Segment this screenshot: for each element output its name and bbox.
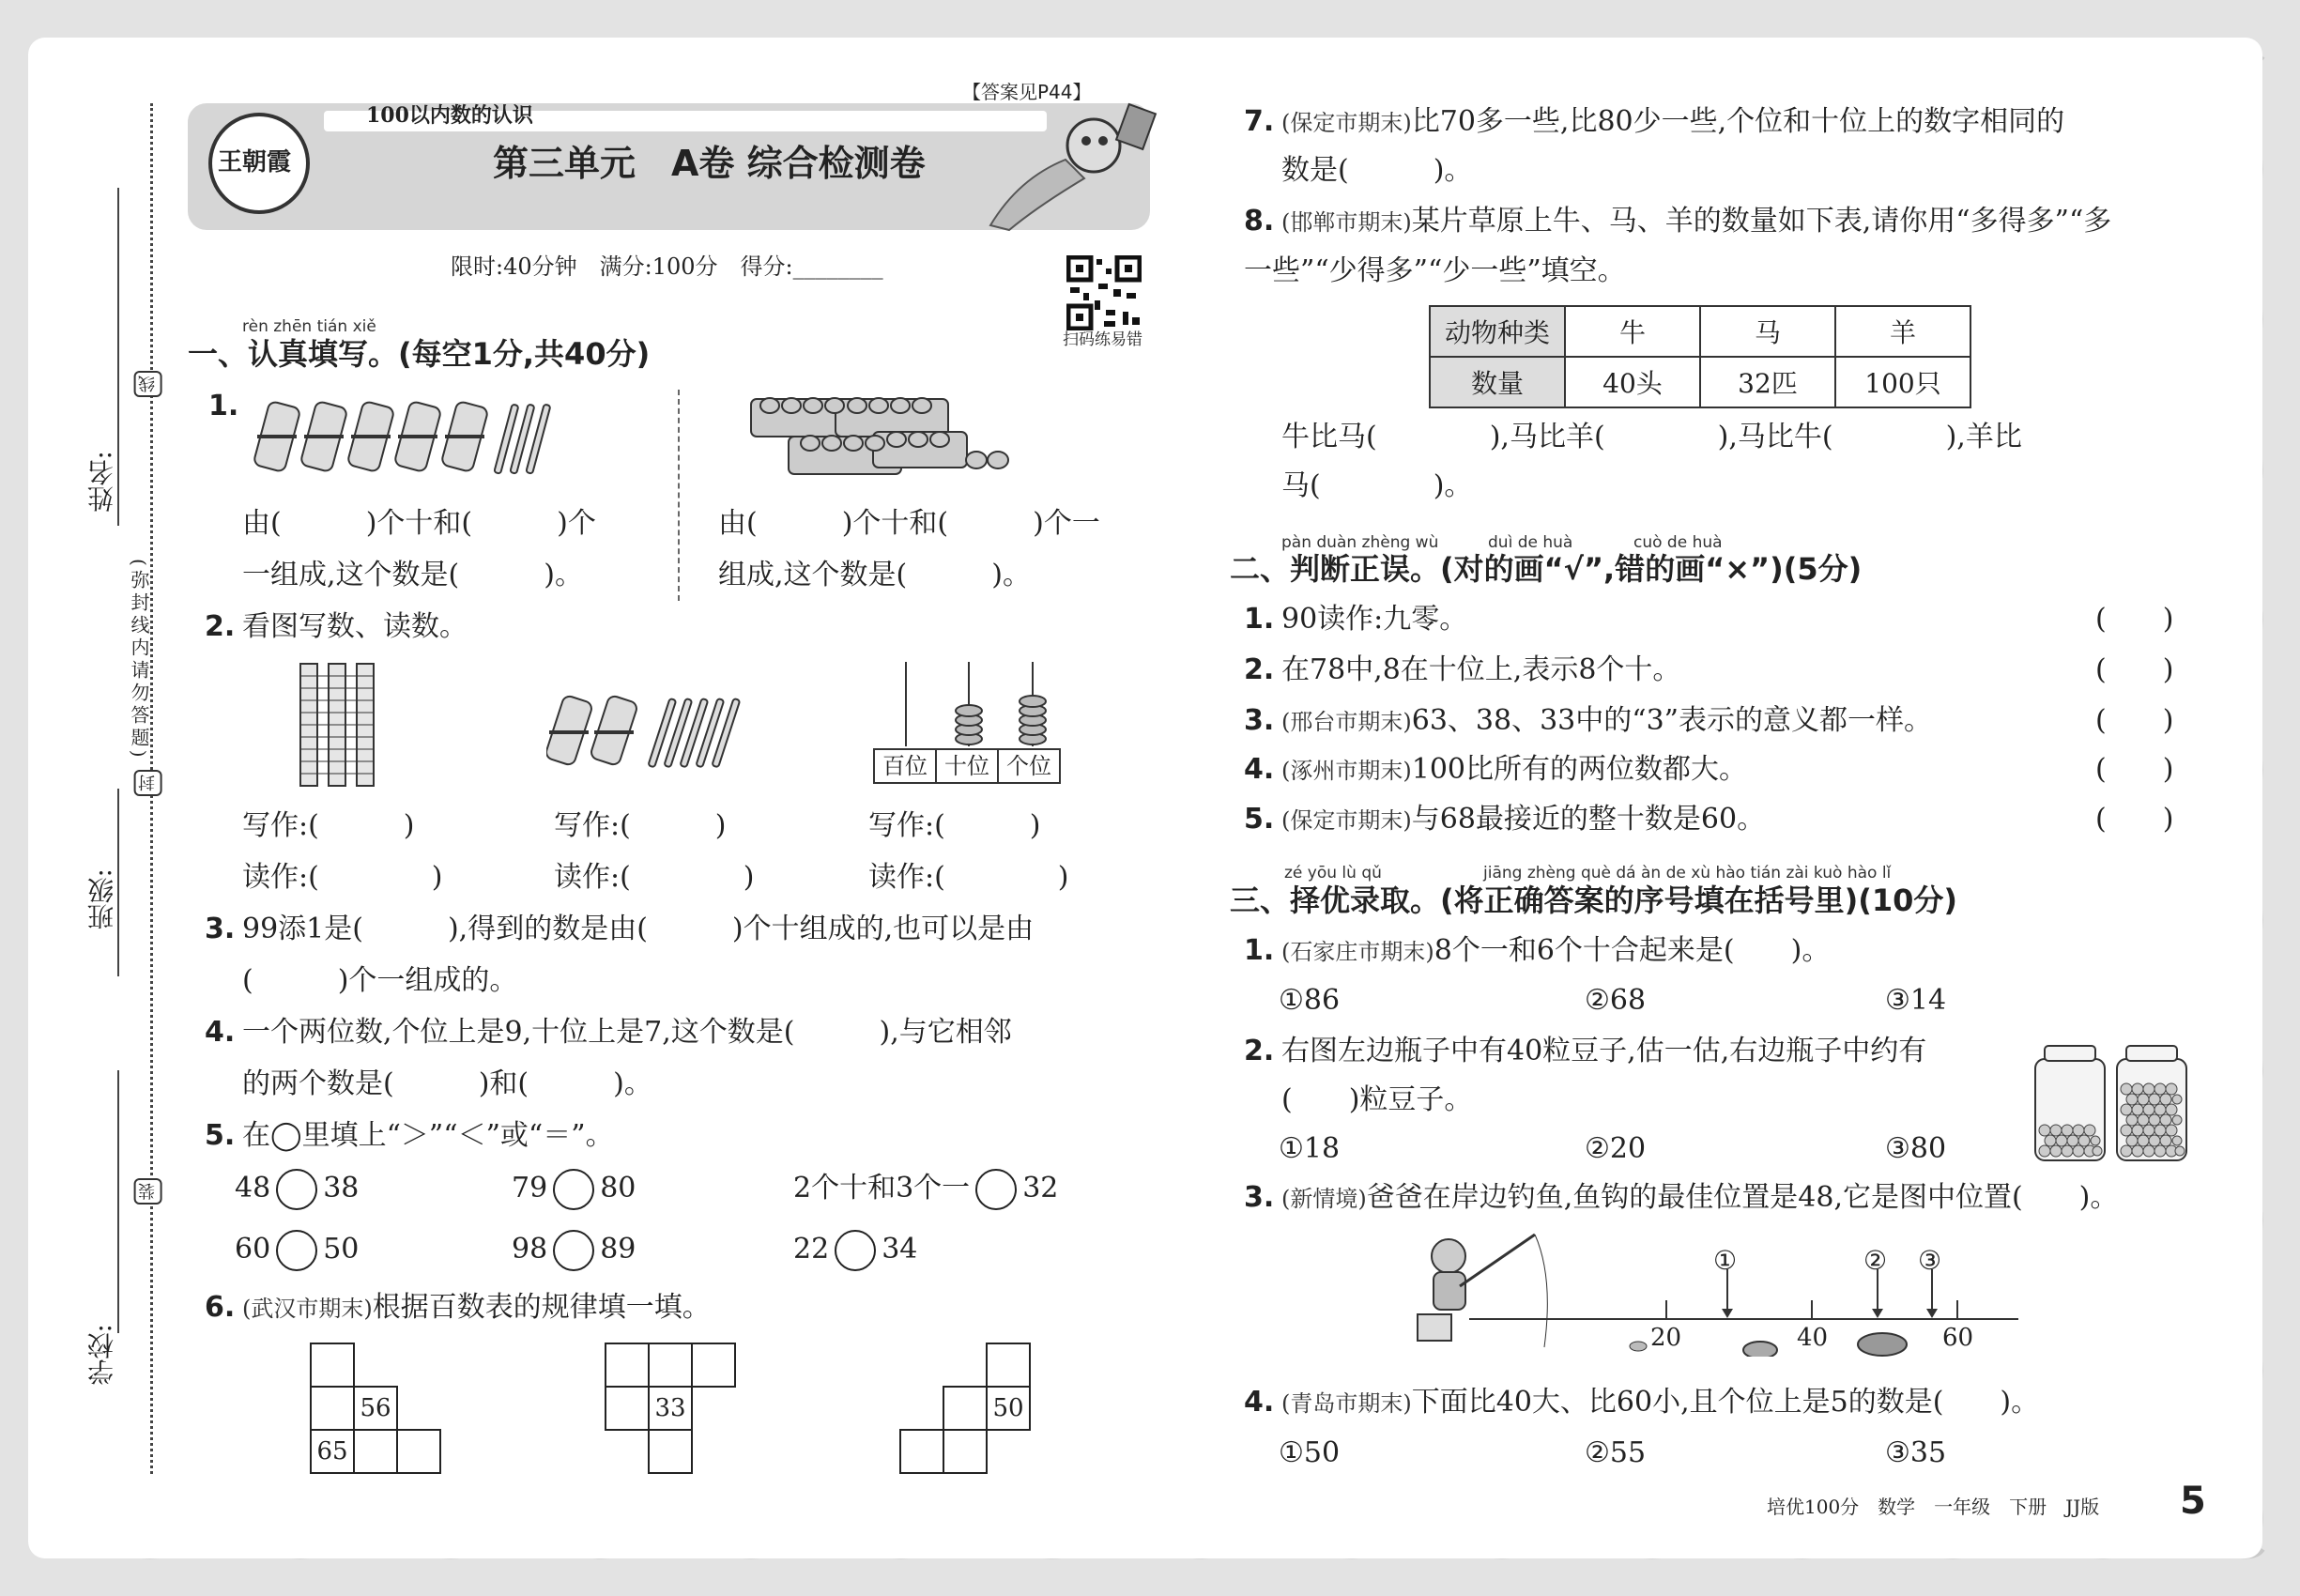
sec2-pinyin-3: cuò de huà (1633, 533, 1723, 552)
compare-left: 60 (235, 1233, 271, 1266)
cell-given: 33 (649, 1387, 692, 1430)
qr-code-icon[interactable] (1066, 255, 1142, 330)
cell-given: 56 (354, 1387, 397, 1430)
tens-rods-icon (299, 662, 383, 789)
cell-given: 65 (311, 1430, 354, 1473)
cell[interactable] (943, 1430, 987, 1473)
q4-number: 4. (205, 1016, 236, 1049)
choice-2-number: 2. (1244, 1035, 1275, 1067)
sec3-pinyin-2: jiāng zhèng què dá àn de xù hào tián zài kuò hào lǐ (1483, 864, 1892, 882)
cell[interactable] (311, 1343, 354, 1387)
cell[interactable] (397, 1430, 440, 1473)
cell[interactable] (943, 1387, 987, 1430)
judge-4-text (1281, 753, 1747, 787)
cell[interactable] (987, 1343, 1030, 1387)
tick-label-60: 60 (1942, 1324, 1974, 1352)
judge-1-answer[interactable]: ( ) (2095, 603, 2174, 636)
q2-read-3: 读作:( ) (868, 861, 1069, 894)
table-header: 动物种类 (1430, 306, 1565, 357)
q2-write-1: 写作:( ) (242, 809, 415, 842)
choice-1-prompt: 8个一和6个十合起来是( )。 (1434, 934, 1831, 967)
abacus-icon (873, 657, 1066, 751)
choice-4-text (1281, 1386, 2039, 1420)
judge-3-text (1281, 704, 1932, 738)
judge-5-source: (保定市期末) (1281, 807, 1412, 834)
seal-warning: (弥封线内请勿答题) (128, 559, 150, 761)
compare-item-5 (512, 1230, 636, 1271)
q8-answer-line2: 马( )。 (1281, 469, 1473, 502)
cell[interactable] (606, 1387, 649, 1430)
q1-left-line1: 由( )个十和( )个 (242, 507, 596, 540)
q6-text (242, 1291, 711, 1325)
position-mark-2: ② (1863, 1245, 1888, 1276)
compare-left: 98 (512, 1233, 548, 1266)
compare-circle[interactable] (276, 1230, 317, 1271)
hundred-chart-fragment-1 (310, 1343, 441, 1474)
cell[interactable] (649, 1343, 692, 1387)
q8-text: 某片草原上牛、马、羊的数量如下表,请你用“多得多”“多 (1411, 205, 2112, 238)
position-mark-3: ③ (1918, 1245, 1942, 1276)
choice-2-line1: 右图左边瓶子中有40粒豆子,估一估,右边瓶子中约有 (1281, 1035, 1927, 1067)
q7-text: 比70多一些,比80少一些,个位和十位上的数字相同的 (1411, 105, 2065, 138)
school-underline (117, 1070, 119, 1333)
bind-mark: 装 (134, 1178, 162, 1205)
q3-number: 3. (205, 913, 236, 945)
judge-2-answer[interactable]: ( ) (2095, 653, 2174, 686)
choice-1-number: 1. (1244, 934, 1275, 967)
logo-seal (208, 113, 310, 214)
compare-left: 79 (512, 1172, 548, 1205)
judge-4-source: (涿州市期末) (1281, 758, 1412, 784)
q6-number: 6. (205, 1291, 236, 1324)
q7-source: (保定市期末) (1281, 110, 1412, 136)
q1-number: 1. (208, 390, 239, 422)
q6-source: (武汉市期末) (242, 1296, 373, 1322)
stick-bundles-icon (252, 394, 557, 488)
q4-line2: 的两个数是( )和( )。 (242, 1067, 652, 1100)
compare-left: 2个十和3个一 (793, 1172, 971, 1205)
sec2-pinyin-2: duì de huà (1488, 533, 1573, 552)
q3-line2: ( )个一组成的。 (242, 964, 518, 997)
sec2-title: 二、判断正误。(对的画“√”,错的画“×”)(5分) (1230, 551, 1863, 587)
table-cell: 32匹 (1700, 357, 1835, 407)
hundred-chart-fragment-2 (605, 1343, 736, 1474)
bundles-and-sticks-icon (546, 690, 744, 779)
answer-reference: 【答案见P44】 (962, 81, 1092, 103)
compare-circle[interactable] (835, 1230, 876, 1271)
logo-text: 王朝霞 (218, 148, 292, 176)
q3-line1: 99添1是( ),得到的数是由( )个十组成的,也可以是由 (242, 913, 1035, 945)
choice-3-source: (新情境) (1281, 1186, 1367, 1212)
q7-line1 (1281, 105, 2064, 139)
compare-circle[interactable] (553, 1169, 594, 1210)
judge-2-number: 2. (1244, 653, 1275, 686)
page-title: 第三单元 A卷 综合检测卷 (493, 143, 926, 184)
choice-2-option-b[interactable]: ②20 (1585, 1132, 1647, 1165)
q5-number: 5. (205, 1119, 236, 1152)
judge-3-answer[interactable]: ( ) (2095, 704, 2174, 737)
rocket-mascot-icon (981, 94, 1164, 235)
judge-5-statement: 与68最接近的整十数是60。 (1411, 803, 1766, 836)
sec2-pinyin-1: pàn duàn zhèng wù (1281, 533, 1439, 552)
judge-4-statement: 100比所有的两位数都大。 (1411, 753, 1747, 786)
unit-subtitle: 100以内数的认识 (366, 103, 533, 128)
hundred-chart-fragment-3 (899, 1343, 1031, 1474)
compare-item-6 (793, 1230, 917, 1271)
q1-left-line2: 一组成,这个数是( )。 (242, 559, 583, 591)
q8-line2: 一些”“少得多”“少一些”填空。 (1244, 254, 1626, 287)
table-header: 牛 (1565, 306, 1700, 357)
table-header: 羊 (1835, 306, 1970, 357)
table-header: 马 (1700, 306, 1835, 357)
judge-5-text (1281, 803, 1765, 836)
exam-meta: 限时:40分钟 满分:100分 得分:________ (451, 253, 883, 280)
sec3-title: 三、择优录取。(将正确答案的序号填在括号里)(10分) (1230, 882, 1958, 918)
name-label: 姓名: (86, 451, 117, 513)
place-ones: 个位 (1006, 753, 1051, 779)
choice-2-option-a[interactable]: ①18 (1279, 1132, 1341, 1165)
choice-1-source: (石家庄市期末) (1281, 939, 1434, 965)
compare-circle[interactable] (975, 1169, 1017, 1210)
q2-write-2: 写作:( ) (554, 809, 727, 842)
cell[interactable] (311, 1387, 354, 1430)
compare-right: 89 (600, 1233, 636, 1266)
cell[interactable] (354, 1430, 397, 1473)
table-cell: 数量 (1430, 357, 1565, 407)
choice-4-option-b[interactable]: ②55 (1585, 1436, 1647, 1469)
animal-count-table (1429, 305, 1971, 408)
choice-4-number: 4. (1244, 1386, 1275, 1419)
q4-line1: 一个两位数,个位上是9,十位上是7,这个数是( ),与它相邻 (242, 1016, 1012, 1049)
table-cell: 40头 (1565, 357, 1700, 407)
table-cell: 100只 (1835, 357, 1970, 407)
judge-3-statement: 63、38、33中的“3”表示的意义都一样。 (1411, 704, 1933, 737)
compare-right: 38 (323, 1172, 360, 1205)
sec1-title: 一、认真填写。(每空1分,共40分) (188, 336, 651, 372)
q8-number: 8. (1244, 205, 1275, 238)
compare-circle[interactable] (553, 1230, 594, 1271)
compare-right: 32 (1022, 1172, 1059, 1205)
q1-divider (678, 390, 680, 601)
compare-right: 80 (600, 1172, 636, 1205)
egg-trays-icon (746, 385, 1014, 488)
choice-4-option-a[interactable]: ①50 (1279, 1436, 1341, 1469)
judge-2-text: 在78中,8在十位上,表示8个十。 (1281, 653, 1681, 686)
sec3-pinyin-1: zé yōu lù qǔ (1284, 864, 1382, 882)
cell[interactable] (692, 1343, 735, 1387)
seal-mark: 封 (134, 770, 162, 796)
cell[interactable] (606, 1343, 649, 1387)
cell[interactable] (900, 1430, 943, 1473)
bean-jars-icon (2028, 1042, 2197, 1164)
footer-text: 培优100分 数学 一年级 下册 JJ版 (1767, 1496, 2100, 1518)
class-label: 班级: (86, 868, 117, 930)
cell-given: 50 (987, 1387, 1030, 1430)
page-number: 5 (2180, 1480, 2206, 1523)
q1-right-line1: 由( )个十和( )个一 (718, 507, 1100, 540)
place-tens: 十位 (937, 750, 999, 782)
q8-source: (邯郸市期末) (1281, 209, 1412, 236)
q8-line1 (1281, 205, 2111, 238)
q2-read-2: 读作:( ) (554, 861, 755, 894)
compare-item-1 (235, 1169, 359, 1210)
choice-3-prompt: 爸爸在岸边钓鱼,鱼钩的最佳位置是48,它是图中位置( )。 (1366, 1181, 2119, 1214)
q5-text: 在◯里填上“＞”“＜”或“＝”。 (242, 1119, 614, 1152)
q7-number: 7. (1244, 105, 1275, 138)
compare-item-2 (512, 1169, 636, 1210)
tick-label-20: 20 (1650, 1324, 1682, 1352)
choice-4-source: (青岛市期末) (1281, 1390, 1412, 1417)
choice-3-text (1281, 1181, 2118, 1215)
tick-label-40: 40 (1797, 1324, 1829, 1352)
judge-1-number: 1. (1244, 603, 1275, 636)
choice-4-prompt: 下面比40大、比60小,且个位上是5的数是( )。 (1411, 1386, 2040, 1419)
q7-line2: 数是( )。 (1281, 154, 1473, 187)
choice-1-option-c[interactable]: ③14 (1885, 984, 1947, 1017)
cell[interactable] (649, 1430, 692, 1473)
compare-circle[interactable] (276, 1169, 317, 1210)
choice-3-number: 3. (1244, 1181, 1275, 1214)
compare-left: 48 (235, 1172, 271, 1205)
judge-4-answer[interactable]: ( ) (2095, 753, 2174, 786)
q2-text: 看图写数、读数。 (242, 610, 468, 643)
sec1-pinyin: rèn zhēn tián xiě (242, 317, 376, 336)
abacus-place-labels (873, 748, 1061, 784)
line-mark: 线 (134, 371, 162, 397)
choice-2-option-c[interactable]: ③80 (1885, 1132, 1947, 1165)
place-hundreds: 百位 (875, 750, 937, 782)
position-mark-1: ① (1713, 1245, 1738, 1276)
q2-read-1: 读作:( ) (242, 861, 443, 894)
judge-3-source: (邢台市期末) (1281, 709, 1412, 735)
q8-answer-line1: 牛比马( ),马比羊( ),马比牛( ),羊比 (1281, 421, 2022, 453)
compare-item-3 (793, 1169, 1058, 1210)
choice-1-option-b[interactable]: ②68 (1585, 984, 1647, 1017)
judge-5-answer[interactable]: ( ) (2095, 803, 2174, 836)
choice-2-line2: ( )粒豆子。 (1281, 1083, 1473, 1116)
compare-right: 34 (882, 1233, 918, 1266)
compare-item-4 (235, 1230, 359, 1271)
judge-4-number: 4. (1244, 753, 1275, 786)
judge-5-number: 5. (1244, 803, 1275, 836)
qr-caption: 扫码练易错 (1063, 330, 1142, 349)
compare-right: 50 (323, 1233, 360, 1266)
judge-1-text: 90读作:九零。 (1281, 603, 1468, 636)
school-label: 学校: (86, 1324, 117, 1386)
q6-prompt: 根据百数表的规律填一填。 (372, 1291, 711, 1324)
choice-4-option-c[interactable]: ③35 (1885, 1436, 1947, 1469)
compare-left: 22 (793, 1233, 830, 1266)
q1-right-line2: 组成,这个数是( )。 (718, 559, 1031, 591)
choice-1-option-a[interactable]: ①86 (1279, 984, 1341, 1017)
q2-number: 2. (205, 610, 236, 643)
judge-3-number: 3. (1244, 704, 1275, 737)
choice-1-text (1281, 934, 1830, 968)
q2-write-3: 写作:( ) (868, 809, 1041, 842)
